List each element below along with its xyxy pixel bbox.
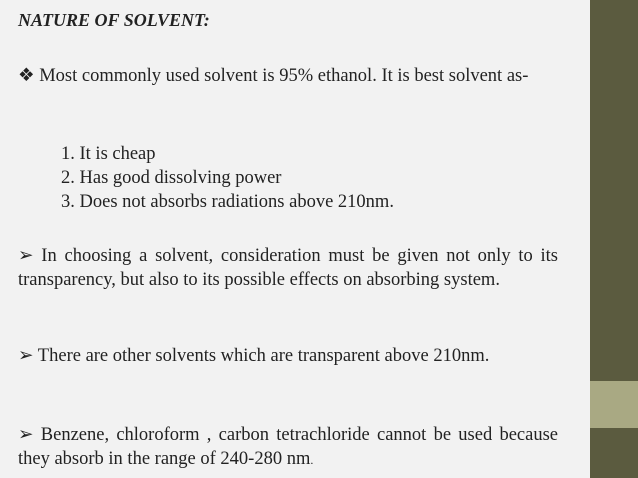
list-item: 3. Does not absorbs radiations above 210nm.: [61, 192, 394, 212]
paragraph-1: [18, 64, 558, 88]
reasons-list: [61, 142, 394, 214]
list-item: 2. Has good dissolving power: [61, 168, 282, 188]
diamond-bullet-icon: ❖: [18, 66, 35, 86]
paragraph-text: Most commonly used solvent is 95% ethanol. It is best solvent as-: [34, 66, 529, 86]
list-item: 1. It is cheap: [61, 144, 156, 164]
trailing-period: .: [310, 453, 314, 467]
paragraph-text: Benzene, chloroform , carbon tetrachloride cannot be used because they absorb in the range of 240-280 nm: [18, 425, 558, 469]
paragraph-2: [18, 244, 558, 292]
paragraph-3: [18, 344, 558, 368]
sidebar-accent: [590, 381, 638, 428]
arrow-bullet-icon: ➢: [18, 425, 34, 445]
arrow-bullet-icon: ➢: [18, 246, 34, 266]
paragraph-text: In choosing a solvent, consideration must be given not only to its transparency, but also to its possible effects on absorbing system.: [18, 246, 558, 290]
slide-title: NATURE OF SOLVENT:: [18, 10, 210, 30]
arrow-bullet-icon: ➢: [18, 346, 34, 366]
paragraph-4: [18, 423, 558, 472]
paragraph-text: There are other solvents which are transparent above 210nm.: [33, 346, 490, 366]
